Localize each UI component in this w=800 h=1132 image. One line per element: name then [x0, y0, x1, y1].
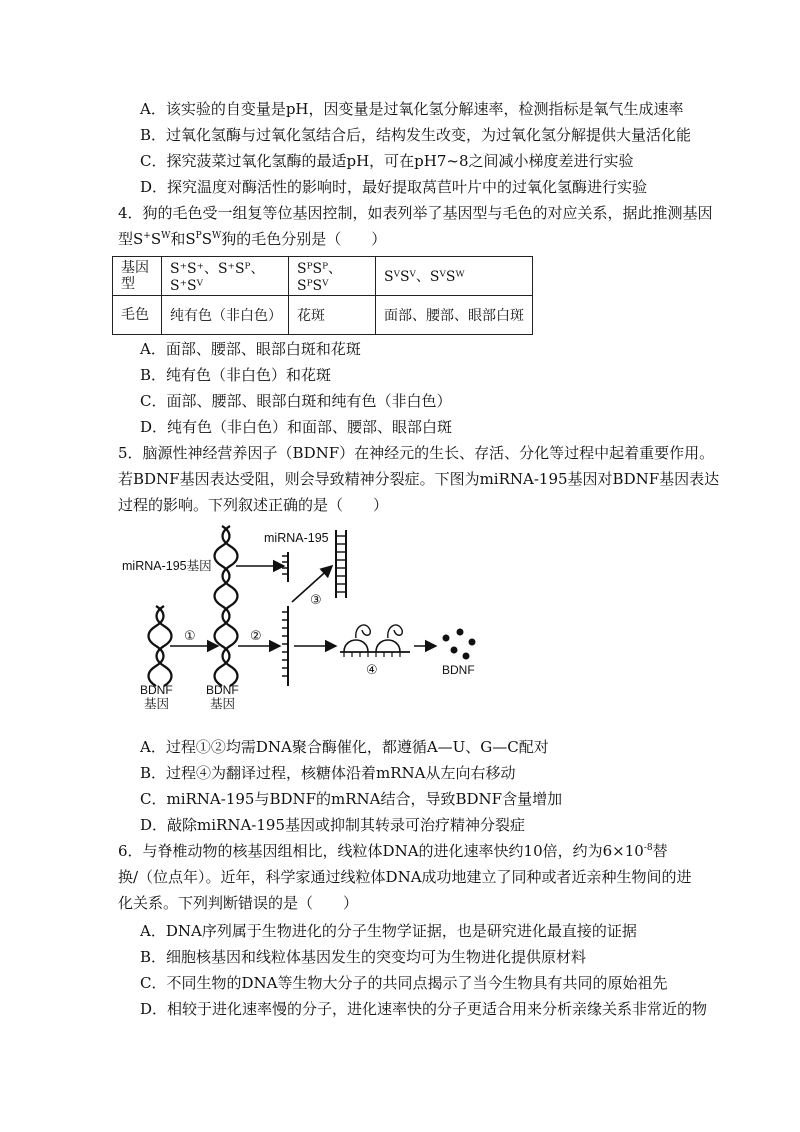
q3-option-b: B．过氧化氢酶与过氧化氢结合后，结构发生改变，为过氧化氢分解提供大量活化能	[140, 126, 692, 144]
label-step-3: ③	[310, 592, 322, 607]
q3-option-d: D．探究温度对酶活性的影响时，最好提取莴苣叶片中的过氧化氢酶进行实验	[140, 178, 648, 196]
q4-option-c: C．面部、腰部、眼部白斑和纯有色（非白色）	[140, 392, 452, 410]
bdnf-mrna-strand-icon	[282, 606, 288, 686]
q3-option-c: C．探究菠菜过氧化氢酶的最适pH，可在pH7~8之间减小梯度差进行实验	[140, 152, 634, 170]
table-header-genotype: 基因型	[113, 257, 162, 296]
q6-option-b: B．细胞核基因和线粒体基因发生的突变均可为生物进化提供原材料	[140, 948, 587, 966]
table-row	[113, 296, 533, 335]
q6-option-c: C．不同生物的DNA等生物大分子的共同点揭示了当今生物具有共同的原始祖先	[140, 974, 668, 992]
table-cell: S⁺S⁺、S⁺Sᴾ、S⁺Sⱽ	[162, 257, 289, 296]
q4-option-b: B．纯有色（非白色）和花斑	[140, 366, 332, 384]
q6-option-d: D．相较于进化速率慢的分子，进化速率快的分子更适合用来分析亲缘关系非常近的物	[140, 1000, 708, 1018]
label-mirna-195: miRNA-195	[264, 531, 329, 545]
q5-stem-line3: 过程的影响。下列叙述正确的是（ ）	[118, 496, 389, 514]
label-bdnf-gene-1-top: BDNF	[140, 683, 173, 697]
table-cell: 纯有色（非白色）	[162, 296, 289, 335]
label-bdnf-gene-2-top: BDNF	[206, 683, 239, 697]
q5-stem-line2: 若BDNF基因表达受阻，则会导致精神分裂症。下图为miRNA-195基因对BDNF基因表达	[118, 470, 720, 488]
bdnf-regulation-diagram	[118, 522, 498, 712]
q5-option-a: A．过程①②均需DNA聚合酶催化，都遵循A—U、G—C配对	[140, 738, 549, 756]
mirna-195-gene-helix-icon	[215, 526, 238, 606]
q6-stem-line2: 换/（位点年）。近年，科学家通过线粒体DNA成功地建立了同种或者近亲种生物间的进	[118, 868, 692, 886]
table-cell: SⱽSⱽ、SⱽSᵂ	[376, 257, 533, 296]
q5-stem-line1: 5．脑源性神经营养因子（BDNF）在神经元的生长、存活、分化等过程中起着重要作用。	[118, 444, 715, 462]
q6-option-a: A．DNA序列属于生物进化的分子生物学证据，也是研究进化最直接的证据	[140, 922, 637, 940]
q6-stem-line1: 6．与脊椎动物的核基因组相比，线粒体DNA的进化速率快约10倍，约为$6\times 10^{-8}$替	[118, 842, 668, 860]
label-mirna-195-gene: miRNA-195基因	[122, 559, 212, 573]
q4-stem-line1: 4．狗的毛色受一组复等位基因控制，如表列举了基因型与毛色的对应关系，据此推测基因	[118, 204, 713, 222]
ribosome-translation-icon	[340, 625, 410, 657]
label-step-1: ①	[184, 628, 196, 643]
table-cell: 面部、腰部、眼部白斑	[376, 296, 533, 335]
table-cell: SᴾSᴾ、SᴾSⱽ	[289, 257, 376, 296]
table-row	[113, 257, 533, 296]
q5-option-b: B．过程④为翻译过程，核糖体沿着mRNA从左向右移动	[140, 764, 516, 782]
label-bdnf-protein: BDNF	[442, 663, 475, 677]
mirna-mrna-duplex-icon	[336, 530, 346, 598]
q3-option-a: A．该实验的自变量是pH，因变量是过氧化氢分解速率，检测指标是氧气生成速率	[140, 100, 684, 118]
label-step-2: ②	[250, 628, 262, 643]
q4-stem-line2: 型$S^+S^W$和$S^PS^W$狗的毛色分别是（ ）	[118, 230, 387, 248]
q4-option-d: D．纯有色（非白色）和面部、腰部、眼部白斑	[140, 418, 453, 436]
q6-stem-line3: 化关系。下列判断错误的是（ ）	[118, 894, 359, 912]
mirna-195-strand-icon	[282, 552, 288, 582]
bdnf-gene-helix-1-icon	[149, 606, 172, 686]
genotype-coat-color-table	[112, 256, 533, 335]
table-cell: 花斑	[289, 296, 376, 335]
label-step-4: ④	[366, 662, 378, 677]
q4-option-a: A．面部、腰部、眼部白斑和花斑	[140, 340, 361, 358]
bdnf-protein-icon	[443, 629, 476, 660]
q5-option-c: C．miRNA-195与BDNF的mRNA结合，导致BDNF含量增加	[140, 790, 563, 808]
label-bdnf-gene-2-bottom: 基因	[210, 697, 236, 711]
label-bdnf-gene-1-bottom: 基因	[144, 697, 170, 711]
table-header-coat-color: 毛色	[113, 296, 162, 335]
q5-option-d: D．敲除miRNA-195基因或抑制其转录可治疗精神分裂症	[140, 816, 525, 834]
